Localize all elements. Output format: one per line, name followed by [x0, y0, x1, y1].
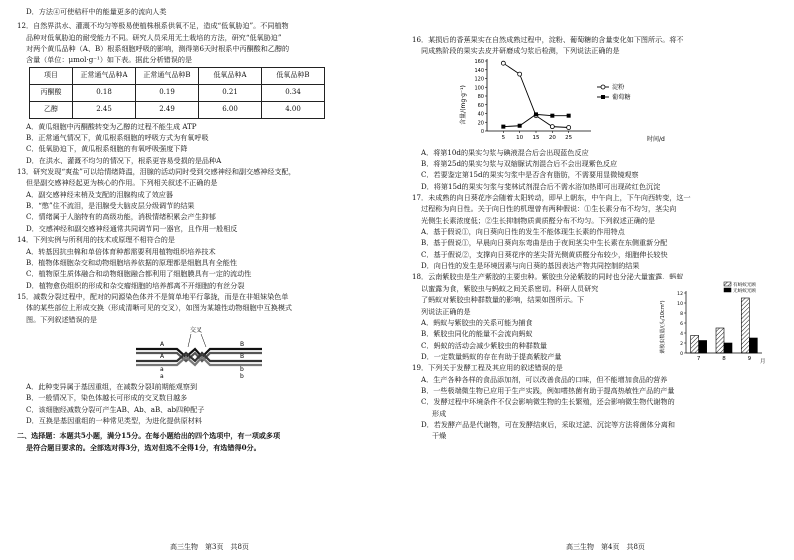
question-17 [412, 192, 776, 271]
y-tick-label: 0 [480, 128, 484, 135]
data-point [550, 113, 554, 117]
starch-glucose-chart [457, 55, 667, 147]
q13-option-a: A．副交感神经末梢及支配的泪腺构成了效应器 [26, 189, 173, 199]
q16-option-d: D．将第15d的果实匀浆与斐林试剂混合后不需水浴加热即可出现砖红色沉淀 [421, 181, 661, 191]
section-2-heading: 二、选择题：本题共5小题，满分15分。在每小题给出的四个选项中，有一项或多项 [17, 431, 281, 441]
q16-option-c: C．若要鉴定第15d的果实匀浆中是否含有脂肪，不需要用显微镜观察 [421, 170, 639, 180]
q18-line: 了蚂蚁对紫胶虫种群数量的影响，结果如图所示。下 [421, 295, 585, 305]
scale-insect-bar-chart [658, 279, 778, 367]
q12-table [29, 67, 325, 119]
q17-option-b: B．基于假说①，早晨向日葵向东弯曲是由于夜间茎尖中生长素在东侧重新分配 [421, 238, 668, 248]
q13-option-b: B．“憋”住不流泪，是泪腺受大脑皮层分级调节的结果 [26, 201, 195, 211]
data-point [550, 124, 554, 128]
q16-line: 16．某损后的香蕉果实在自然成熟过程中，淀粉、葡萄糖的含量变化如下图所示。将不 [412, 35, 684, 44]
page-footer-right: 高三生物 第4页 共8页 [566, 543, 645, 551]
cross-pointer-line [201, 334, 206, 347]
cross-pointer-line [188, 334, 191, 347]
q19-option-c: C．发酵过程中环境条件不仅会影响微生物的生长繁殖，还会影响微生物代谢物的 [421, 397, 675, 407]
bar [749, 338, 757, 353]
data-point [534, 112, 538, 116]
q12-line: 含量（单位：μmol·g⁻¹）如下表。据此分析错误的是 [26, 55, 193, 65]
q17-line: 过程称为向日性。关于向日性的机理曾有两种假说：①生长素分布不均匀，茎尖向 [421, 204, 677, 214]
y-tick-label: 120 [474, 76, 484, 83]
legend-label: 无蚂蚁光顾 [733, 289, 756, 295]
q18-option-d: D．一定数量蚂蚁的存在有助于提高紫胶产量 [421, 351, 562, 361]
table-header-row [30, 67, 325, 84]
page-footer-left: 高三生物 第3页 共8页 [170, 543, 249, 551]
q12-option-b: B．正常通气情况下，黄瓜根系细胞的呼吸方式为有氧呼吸 [26, 133, 209, 143]
q13-line: 13．研究发现“爽盐”可以给情绪降温，泪腺的活动同时受到交感神经和副交感神经支配， [17, 167, 296, 177]
q14-option-c: C．植物原生质体融合和动物细胞融合都利用了细胞膜具有一定的流动性 [26, 269, 252, 279]
q16-option-a: A．将第10d的果实匀浆与碘液混合后会出现蓝色反应 [421, 147, 589, 157]
x-tick-label: 20 [548, 134, 556, 141]
y-tick-label: 6 [680, 322, 683, 328]
y-tick-label: 0 [680, 352, 683, 358]
table-cell: 0.18 [73, 84, 136, 101]
cross-label: 交叉 [189, 326, 203, 334]
y-tick-label: 140 [474, 67, 484, 74]
q18-line: 以蜜露为食，紫胶虫与蚂蚁之间关系密切。科研人员研究 [421, 283, 599, 293]
q14-line: 14．下列实例与所利用的技术或原理不相符合的是 [17, 235, 175, 245]
q18-line: 列说法正确的是 [421, 306, 471, 316]
q17-option-c: C．基于假说②，支撑向日葵花序的茎尖背光侧黄质醛分布较少，细胞伸长较快 [421, 249, 668, 259]
question-19 [412, 362, 776, 441]
table-header-cell: 低氧品种B [262, 67, 325, 84]
q15-option-d: D．互换是基因重组的一种常见类型，为进化提供原材料 [26, 415, 202, 425]
y-tick-label: 4 [680, 332, 683, 338]
allele-label: b [240, 372, 244, 380]
bar [724, 343, 732, 353]
allele-label: B [240, 340, 245, 348]
bar [741, 298, 749, 353]
legend-label: 葡萄糖 [612, 93, 631, 101]
x-tick-label: 15 [532, 134, 540, 141]
q14-option-b: B．植物体细胞杂交和动物细胞培养依据的原理都是细胞具有全能性 [26, 257, 237, 267]
question-12 [17, 20, 381, 166]
question-15 [17, 291, 381, 426]
table-cell: 2.45 [73, 101, 136, 118]
q19-option-d: D．若发酵产品是代谢物，可在发酵结束后，采取过滤、沉淀等方法将菌体分离和 [421, 419, 675, 429]
y-tick-label: 40 [477, 111, 484, 118]
q13-option-d: D．交感神经和副交感神经通常共同调节同一器官，且作用一般相反 [26, 223, 238, 233]
q19-line: 19．下列关于发酵工程及其应用的叙述错误的是 [412, 363, 563, 373]
q15-option-a: A．此种变异属于基因重组，在减数分裂Ⅰ前期能观察到 [26, 381, 198, 391]
table-row [30, 101, 325, 118]
y-tick-label: 100 [474, 84, 484, 91]
table-cell: 2.49 [136, 101, 199, 118]
data-point [567, 113, 571, 117]
y-axis-label: 含量/(mg·g⁻¹) [460, 84, 467, 125]
allele-label: A [160, 352, 165, 360]
q16-chart-area [412, 57, 776, 147]
x-tick-label: 10 [516, 134, 524, 141]
bar [716, 328, 724, 353]
left-page [17, 0, 381, 453]
allele-label: A [160, 340, 165, 348]
data-point [501, 61, 505, 65]
table-header-cell: 项目 [30, 67, 73, 84]
table-cell: 0.34 [262, 84, 325, 101]
x-tick-label: 9 [747, 356, 752, 363]
q19-option-c-cont: 形成 [432, 408, 447, 418]
q18-option-c: C．蚂蚁的活动会减少紫胶虫的种群数量 [421, 340, 548, 350]
allele-label: a [160, 365, 164, 373]
allele-label: B [240, 352, 245, 360]
table-header-cell: 正常通气品种B [136, 67, 199, 84]
data-point [518, 72, 522, 76]
q12-option-c: C．低氧胁迫下，黄瓜根系细胞的有氧呼吸强度下降 [26, 144, 188, 154]
q12-option-a: A．黄瓜细胞中丙酮酸转变为乙醇的过程不能生成 ATP [26, 121, 197, 131]
allele-label: a [160, 372, 164, 380]
question-13 [17, 166, 381, 234]
q13-option-c: C．情绪属于人脑特有的高级功能，消极情绪积累会产生抑郁 [26, 212, 216, 222]
x-tick-label: 5 [501, 134, 506, 141]
y-tick-label: 60 [477, 102, 484, 109]
y-tick-label: 10 [677, 302, 683, 308]
legend-marker [601, 95, 605, 99]
section-2-heading: 是符合题目要求的。全部选对得3分，选对但选不全得1分，有选错得0分。 [26, 442, 261, 452]
q14-option-a: A．转基因抗虫棉和单倍体育种都需要利用植物组织培养技术 [26, 246, 216, 256]
q15-line: 图。下列叙述错误的是 [26, 314, 97, 324]
q15-line: 体的某些部位上形成交换（形成清晰可见的交叉），如图为某雄性动物细胞中互换模式 [26, 303, 293, 313]
q16-line: 同成熟阶段的果实去皮并研磨成匀浆后检测，下列说法正确的是 [421, 46, 620, 56]
table-cell: 0.21 [199, 84, 262, 101]
bar [691, 336, 699, 354]
table-header-cell: 正常通气品种A [73, 67, 136, 84]
data-point [501, 124, 505, 128]
table-header-cell: 低氧品种A [199, 67, 262, 84]
q16-option-b: B．将第25d的果实匀浆与双缩脲试剂混合后不会出现紫色反应 [421, 159, 618, 169]
q17-option-d: D．向日性的发生是环境因素与向日葵的基因表达产物共同控制的结果 [421, 261, 640, 271]
legend-label: 淀粉 [612, 83, 625, 91]
crossover-diagram [122, 325, 272, 381]
q17-line: 光侧生长素浓度低；②生长抑制物质黄质醛分布不均匀。下列叙述正确的是 [421, 215, 656, 225]
q15-option-c: C．该细胞经减数分裂可产生AB、Ab、aB、ab四种配子 [26, 404, 205, 414]
y-tick-label: 2 [680, 342, 683, 348]
q12-line: 对两个黄瓜品种（A、B）根系细胞呼吸的影响，测得第6天时根系中丙酮酸和乙醇的 [26, 44, 290, 54]
data-point [567, 125, 571, 129]
q15-figure-area [17, 325, 381, 381]
allele-label: b [240, 365, 244, 373]
table-cell: 乙醇 [30, 101, 73, 118]
x-tick-label: 25 [565, 134, 573, 141]
table-cell: 0.19 [136, 84, 199, 101]
q19-option-d-cont: 干燥 [432, 431, 447, 441]
legend-swatch [724, 282, 731, 286]
question-18 [412, 271, 776, 366]
q12-line: 12．自然界洪水、灌溉不均匀等极易使植株根系供氧不足，造成“低氧胁迫”。不同植物 [17, 21, 289, 31]
y-tick-label: 8 [680, 312, 683, 318]
q15-line: 15．减数分裂过程中，配对的同源染色体并不是简单地平行靠拢，而是在非姐妹染色单 [17, 291, 289, 301]
x-tick-label: 7 [696, 356, 701, 363]
q18-line: 18．云南紫胶虫是生产紫胶的主要虫种。紫胶虫分泌紫胶的同时也分泌大量蜜露，蚂蚁 [412, 272, 684, 282]
q17-option-a: A．基于假说①，向日葵向日性的发生不能体现生长素的作用特点 [421, 227, 625, 237]
bar [699, 341, 707, 354]
y-axis-label: 紫胶虫数量/(头/10cm²) [660, 300, 666, 355]
x-axis-label: 时间/d [647, 135, 665, 143]
q11-option-d: D．方法④可使秸秆中的能量更多的流向人类 [26, 7, 167, 16]
table-cell: 丙酮酸 [30, 84, 73, 101]
right-page [412, 0, 776, 442]
question-14 [17, 234, 381, 291]
q12-option-d: D．在洪水、灌溉不均匀的情况下，根系更容易受损的是品种A [26, 155, 222, 165]
table-cell: 6.00 [199, 101, 262, 118]
q19-option-a: A．生产各种各样的食品添加剂，可以改善食品的口味，但不能增加食品的营养 [421, 374, 668, 384]
q12-line: 品种对低氧胁迫的耐受能力不同。研究人员采用无土栽培的方法，研究“低氧胁迫” [26, 32, 282, 42]
y-tick-label: 160 [474, 58, 484, 65]
legend-label: 有蚂蚁光顾 [733, 283, 756, 289]
y-tick-label: 20 [477, 119, 484, 126]
table-cell: 4.00 [262, 101, 325, 118]
data-point [518, 123, 522, 127]
q14-option-d: D．植物愈伤组织的形成和杂交瘤细胞的培养都离不开细胞的有丝分裂 [26, 280, 245, 290]
q18-option-b: B．紫胶虫同化的能量不会流向蚂蚁 [421, 329, 533, 339]
legend-swatch [724, 288, 731, 292]
q18-option-a: A．蚂蚁与紫胶虫的关系可能为捕食 [421, 317, 533, 327]
x-axis-label: 月 [760, 359, 766, 366]
q13-line: 但是副交感神经起更为核心的作用。下列相关叙述不正确的是 [26, 178, 218, 188]
x-tick-label: 8 [722, 356, 726, 363]
y-tick-label: 80 [477, 93, 484, 100]
q15-option-b: B．一般情况下，染色体越长可形成的交叉数目越多 [26, 393, 188, 403]
y-tick-label: 12 [677, 292, 683, 298]
question-16 [412, 34, 776, 192]
q19-option-b: B．一些极端微生物已应用于生产实践，例如嗜热菌有助于提高热敏性产品的产量 [421, 385, 675, 395]
legend-marker [601, 85, 605, 89]
table-row [30, 84, 325, 101]
q17-line: 17．未成熟的向日葵花序会随着太阳转动，即早上朝东，中午向上，下午向西转变，这一 [412, 193, 691, 203]
